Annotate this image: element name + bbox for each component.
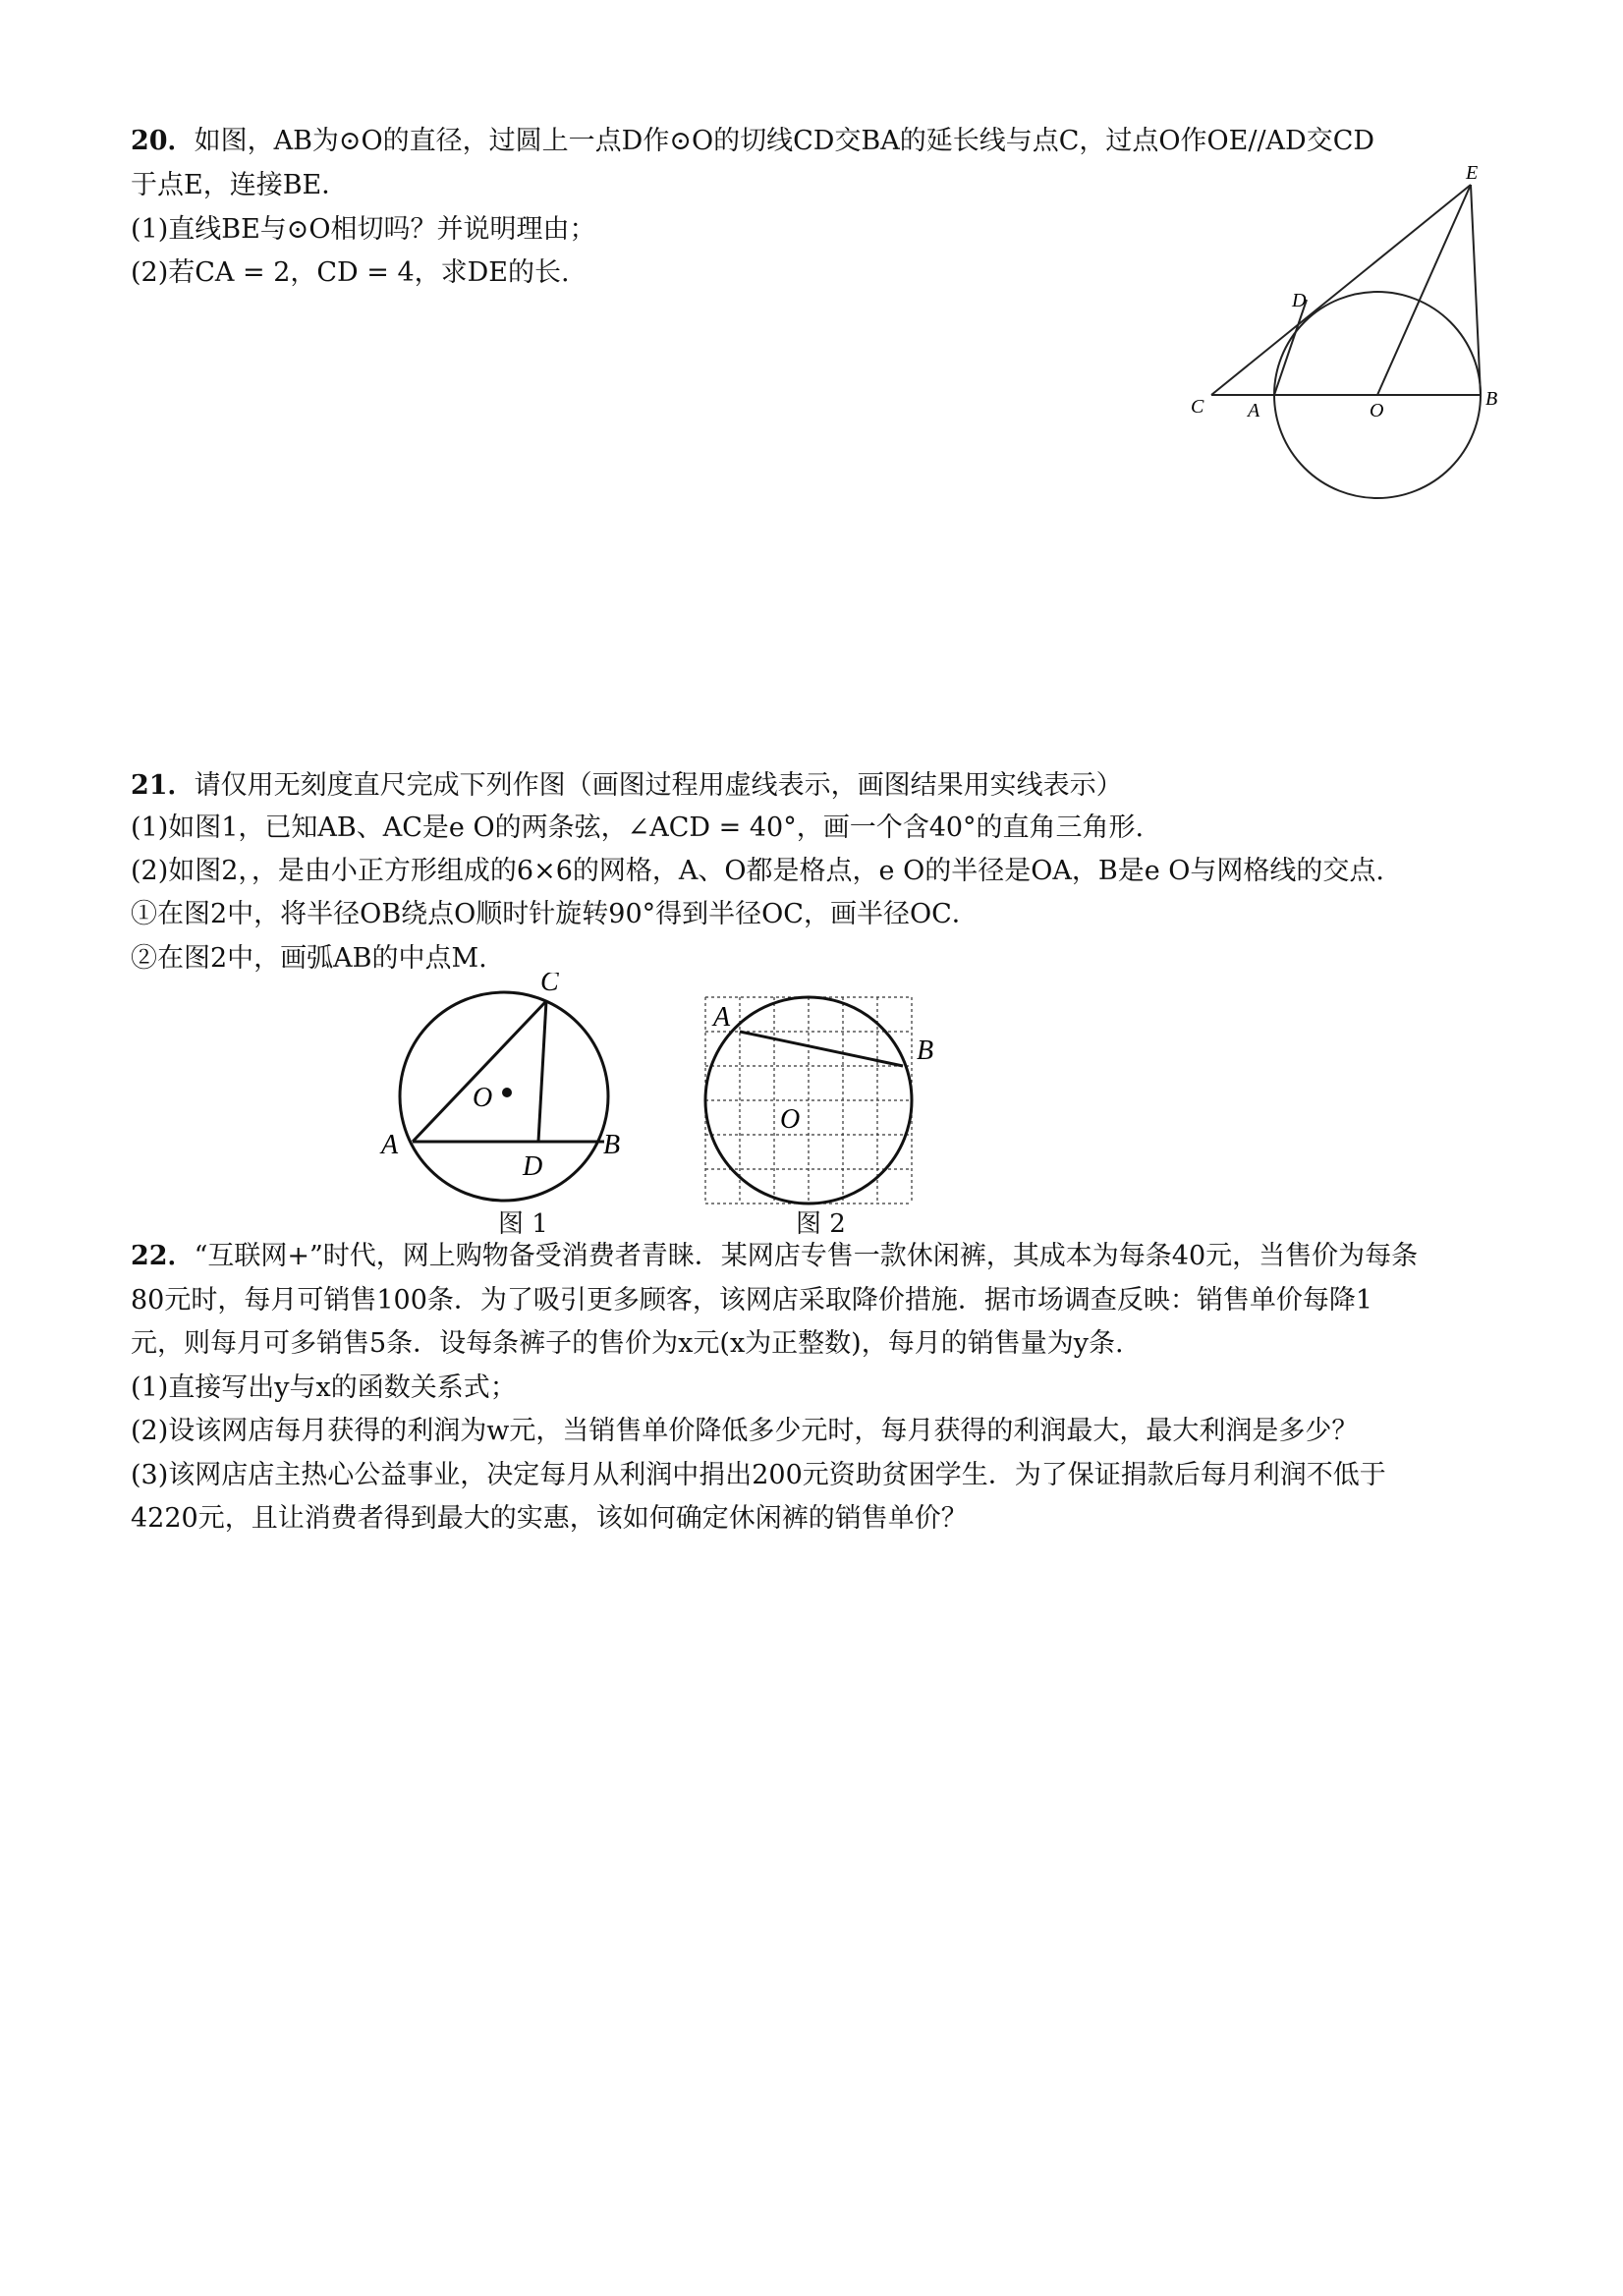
q21-stem: 请仅用无刻度直尺完成下列作图（画图过程用虚线表示，画图结果用实线表示） [194, 770, 1123, 801]
q20-stem1: 如图，AB为⊙O的直径，过圆上一点D作⊙O的切线CD交BA的延长线与点C，过点O作OE//AD交CD [194, 126, 1375, 156]
q22-stem-line1 [131, 1237, 1418, 1276]
q22-stem2: 80元时，每月可销售100条．为了吸引更多顾客，该网店采取降价措施．据市场调查反映：销售单价每降1 [131, 1285, 1373, 1316]
q21-part1: (1)如图1，已知AB、AC是e O的两条弦，∠ACD = 40°，画一个含40°的直角三角形. [131, 812, 1145, 843]
fig1-label-A: A [381, 1130, 399, 1160]
q20-number: 20． [131, 126, 195, 156]
fig2-label-A: A [713, 1002, 731, 1033]
q21-number: 21． [131, 770, 195, 801]
q20-label-E: E [1466, 162, 1479, 184]
fig1-caption: 图 1 [498, 1209, 548, 1239]
q20-label-C: C [1191, 396, 1204, 418]
fig1-center-dot [502, 1088, 512, 1097]
q22-part3b: 4220元，且让消费者得到最大的实惠，该如何确定休闲裤的销售单价？ [131, 1503, 968, 1534]
fig1-label-D: D [523, 1151, 543, 1182]
q20-line-AD [1274, 300, 1307, 395]
fig1-label-C: C [540, 973, 559, 997]
fig2-caption: 图 2 [796, 1209, 846, 1239]
fig2-chord-AB [740, 1032, 903, 1066]
q22-part2: (2)设该网店每月获得的利润为w元，当销售单价降低多少元时，每月获得的利润最大，最大利润是多少？ [131, 1416, 1359, 1446]
q20-line-CE [1211, 185, 1471, 395]
fig2-label-O: O [780, 1104, 801, 1135]
q20-part2: (2)若CA = 2，CD = 4，求DE的长. [131, 257, 570, 288]
q22-stem3: 元，则每月可多销售5条．设每条裤子的售价为x元(x为正整数)，每月的销售量为y条. [131, 1328, 1124, 1359]
q21-stem-line [131, 766, 1123, 806]
q20-line-OE [1377, 185, 1471, 395]
q21-figure1 [373, 973, 648, 1208]
q20-figure [1179, 157, 1513, 511]
q21-figure2 [688, 982, 973, 1218]
q20-stem-line1 [131, 122, 1374, 161]
q22-number: 22． [131, 1241, 195, 1271]
q20-label-A: A [1248, 400, 1260, 421]
fig1-segment-CD [538, 1001, 546, 1142]
q22-part3a: (3)该网店店主热心公益事业，决定每月从利润中捐出200元资助贫困学生．为了保证捐款后每月利润不低于 [131, 1460, 1386, 1490]
q21-part2: (2)如图2，，是由小正方形组成的6×6的网格，A、O都是格点，e O的半径是OA，B是e O与网格线的交点. [131, 856, 1384, 886]
q20-label-D: D [1292, 290, 1307, 311]
q20-part1: (1)直线BE与⊙O相切吗？并说明理由； [131, 214, 596, 245]
q20-stem2: 于点E，连接BE． [131, 170, 349, 200]
q20-label-O: O [1370, 400, 1384, 421]
q20-label-B: B [1485, 388, 1498, 410]
q22-stem1: “互联网+”时代，网上购物备受消费者青睐．某网店专售一款休闲裤，其成本为每条40元，当售价为每条 [194, 1241, 1419, 1271]
fig2-label-B: B [917, 1036, 934, 1066]
q21-sub2: ②在图2中，画弧AB的中点M. [131, 943, 487, 974]
q21-sub1: ①在图2中，将半径OB绕点O顺时针旋转90°得到半径OC，画半径OC． [131, 899, 979, 929]
fig1-label-B: B [603, 1130, 621, 1160]
fig1-label-O: O [473, 1083, 493, 1113]
q22-part1: (1)直接写出y与x的函数关系式； [131, 1372, 517, 1403]
